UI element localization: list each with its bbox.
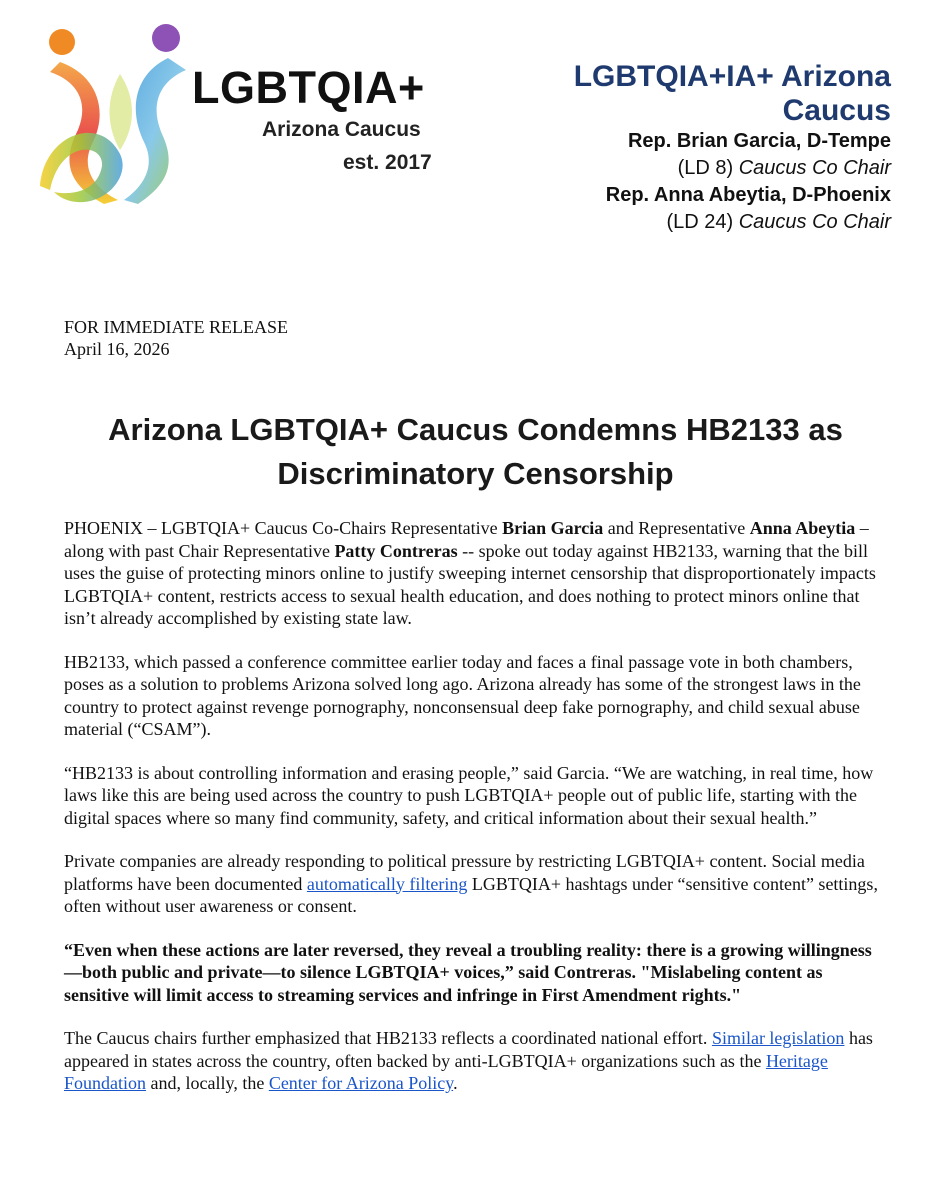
rep-2-district: (LD 24)	[666, 211, 734, 233]
para1-text-1: PHOENIX – LGBTQIA+ Caucus Co-Chairs Representative	[64, 518, 503, 538]
page-title: Arizona LGBTQIA+ Caucus Condemns HB2133 as Discriminatory Censorship	[108, 412, 843, 491]
press-release-body	[64, 517, 884, 1116]
para6-text-3: and, locally, the	[146, 1073, 269, 1093]
logo-established: est. 2017	[343, 151, 432, 174]
name-patty-contreras: Patty Contreras	[334, 540, 458, 561]
rep-1-role: Caucus Co Chair	[738, 157, 891, 179]
release-date: April 16, 2026	[64, 339, 170, 359]
link-center-for-arizona-policy[interactable]: Center for Arizona Policy	[268, 1073, 454, 1093]
rep-2-name: Rep. Anna Abeytia, D-Phoenix	[605, 184, 891, 206]
paragraph-private-companies	[64, 850, 884, 918]
link-similar-legislation[interactable]: Similar legislation	[711, 1028, 845, 1048]
paragraph-hb2133: HB2133, which passed a conference committee earlier today and faces a final passage vote in both chambers, poses as a solution to problems Arizona solved long ago. Arizona already has some of the strongest laws in the country to protect against revenge pornography, nonconsensual deep fake pornography, and child sexual abuse material (“CSAM”).	[64, 651, 861, 739]
name-anna-abeytia: Anna Abeytia	[749, 518, 856, 538]
caucus-name: LGBTQIA+IA+ Arizona Caucus	[573, 60, 891, 127]
name-brian-garcia: Brian Garcia	[502, 518, 604, 538]
para4-text-1: Private companies are already responding to political pressure by restricting LGBTQIA+ content. Social media platforms have been documented	[64, 851, 865, 894]
rep-2-role: Caucus Co Chair	[738, 211, 891, 233]
rainbow-people-logo-icon	[40, 14, 200, 206]
para6-text-2: has appeared in states across the country, often backed by anti-LGBTQIA+ organizations such as the	[64, 1028, 873, 1071]
paragraph-garcia-quote: “HB2133 is about controlling information and erasing people,” said Garcia. “We are watching, in real time, how laws like this are being used across the country to push LGBTQIA+ people out of public life, starting with the digital spaces where so many find community, safety, and critical information about their sexual health.”	[64, 762, 874, 828]
rep-2-details	[511, 209, 891, 236]
rep-1-name: Rep. Brian Garcia, D-Tempe	[627, 130, 891, 152]
paragraph-intro	[64, 517, 884, 630]
release-info	[64, 316, 288, 360]
logo-subtitle: Arizona Caucus	[262, 118, 421, 141]
caucus-header	[511, 60, 891, 236]
paragraph-national-effort	[64, 1027, 884, 1095]
link-heritage-foundation[interactable]: Heritage Foundation	[64, 1050, 828, 1093]
para6-text-4: .	[453, 1073, 458, 1093]
logo-title: LGBTQIA+	[192, 62, 425, 113]
rep-1-details	[511, 155, 891, 182]
release-label: FOR IMMEDIATE RELEASE	[64, 317, 288, 337]
para1-text-3: – along with past Chair Representative	[64, 518, 869, 561]
para6-text-1: The Caucus chairs further emphasized that HB2133 reflects a coordinated national effort.	[64, 1028, 712, 1048]
para1-text-4: -- spoke out today against HB2133, warning that the bill uses the guise of protecting minors online to justify sweeping internet censorship that disproportionately impacts LGBTQIA+ content, restricts access to sexual health education, and does nothing to protect minors online that isn’t already accomplished by existing state law.	[64, 540, 876, 628]
para1-text-2: and Representative	[603, 518, 750, 538]
link-automatically-filtering[interactable]: automatically filtering	[306, 873, 468, 894]
paragraph-contreras-quote: “Even when these actions are later reversed, they reveal a troubling reality: there is a growing willingness—both public and private—to silence LGBTQIA+ voices,” said Contreras. "Mislabeling content as sensitive will limit access to streaming services and infringe in First Amendment rights."	[64, 939, 872, 1005]
para4-text-2: LGBTQIA+ hashtags under “sensitive content” settings, often without user awareness or consent.	[64, 873, 878, 916]
rep-1-district: (LD 8)	[677, 157, 734, 179]
